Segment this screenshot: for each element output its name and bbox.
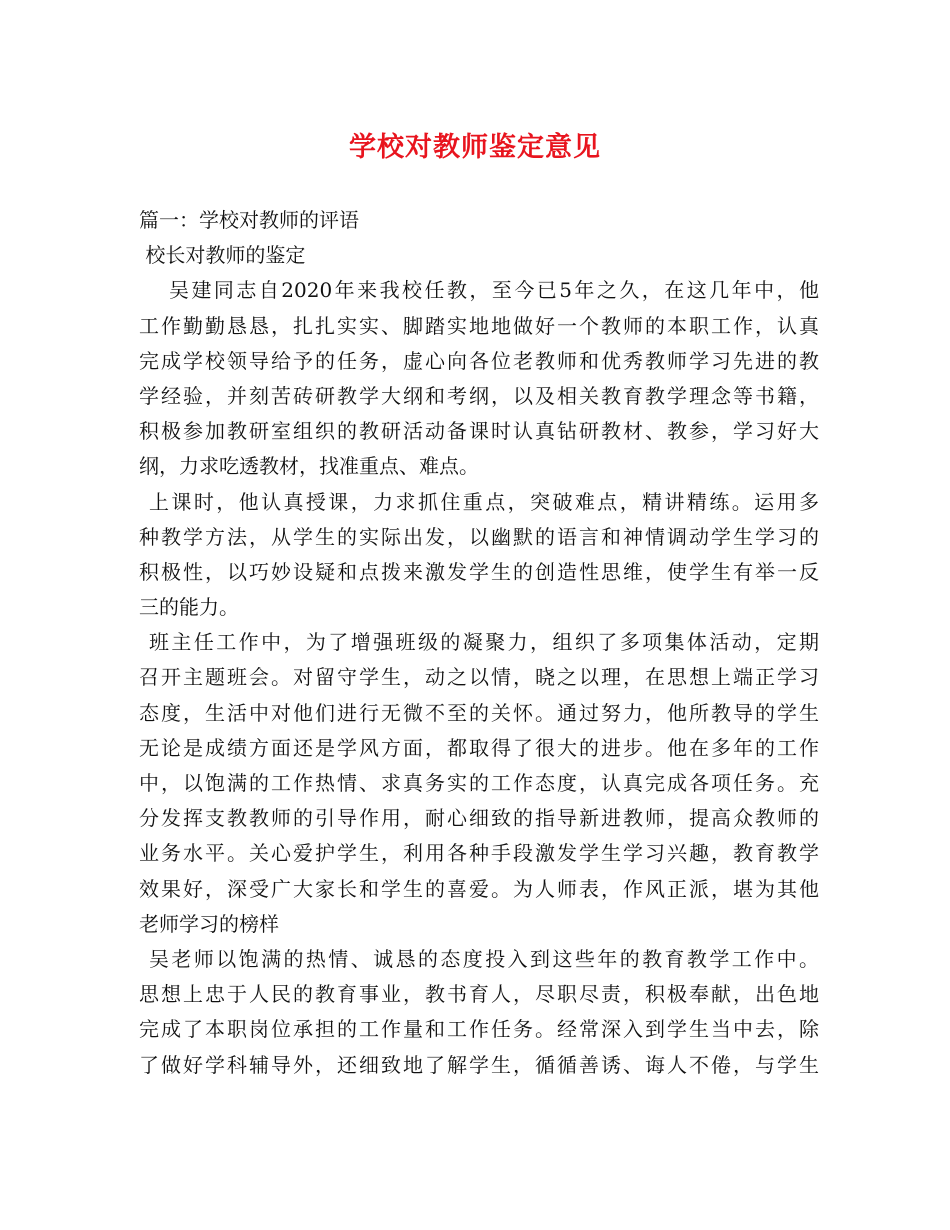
text-line: 了做好学科辅导外，还细致地了解学生，循循善诱、诲人不倦，与学生 — [139, 1052, 819, 1077]
text-line: 种教学方法，从学生的实际出发，以幽默的语言和神情调动学生学习的 — [139, 524, 819, 549]
document-title: 学校对教师鉴定意见 — [349, 132, 601, 163]
text-line: 班主任工作中，为了增强班级的凝聚力，组织了多项集体活动，定期 — [149, 630, 819, 655]
text-line: 篇一：学校对教师的评语 — [139, 208, 359, 232]
text-line: 中，以饱满的工作热情、求真务实的工作态度，认真完成各项任务。充 — [139, 771, 819, 795]
text-line: 完成学校领导给予的任务，虚心向各位老教师和优秀教师学习先进的教 — [139, 348, 819, 373]
text-line: 吴老师以饱满的热情、诚恳的态度投入到这些年的教育教学工作中。 — [149, 946, 819, 971]
text-line: 积极性，以巧妙设疑和点拨来激发学生的创造性思维，使学生有举一反 — [139, 559, 819, 584]
text-line: 无论是成绩方面还是学风方面，都取得了很大的进步。他在多年的工作 — [139, 735, 819, 760]
text-line: 纲，力求吃透教材，找准重点、难点。 — [139, 454, 479, 479]
document-body — [139, 203, 819, 1083]
text-line: 业务水平。关心爱护学生，利用各种手段激发学生学习兴趣，教育教学 — [139, 841, 819, 866]
text-line: 学经验，并刻苦砖研教学大纲和考纲，以及相关教育教学理念等书籍， — [139, 383, 819, 408]
text-line: 态度，生活中对他们进行无微不至的关怀。通过努力，他所教导的学生 — [139, 700, 819, 725]
text-line: 上课时，他认真授课，力求抓住重点，突破难点，精讲精练。运用多 — [149, 489, 819, 514]
text-line: 校长对教师的鉴定 — [139, 243, 306, 268]
text-line: 完成了本职岗位承担的工作量和工作任务。经常深入到学生当中去，除 — [139, 1017, 819, 1042]
text-line: 工作勤勤恳恳，扎扎实实、脚踏实地地做好一个教师的本职工作，认真 — [139, 313, 819, 338]
text-line: 吴建同志自2020年来我校任教，至今已5年之久，在这几年中，他 — [169, 278, 819, 303]
text-line: 积极参加教研室组织的教研活动备课时认真钻研教材、教参，学习好大 — [139, 419, 819, 444]
text-line: 效果好，深受广大家长和学生的喜爱。为人师表，作风正派，堪为其他 — [139, 876, 819, 901]
text-line: 三的能力。 — [139, 595, 239, 620]
text-line: 召开主题班会。对留守学生，动之以情，晓之以理，在思想上端正学习 — [139, 665, 819, 690]
text-line: 思想上忠于人民的教育事业，教书育人，尽职尽责，积极奉献，出色地 — [139, 982, 819, 1007]
text-line: 分发挥支教教师的引导作用，耐心细致的指导新进教师，提高众教师的 — [139, 806, 819, 831]
text-line: 老师学习的榜样 — [139, 911, 279, 936]
